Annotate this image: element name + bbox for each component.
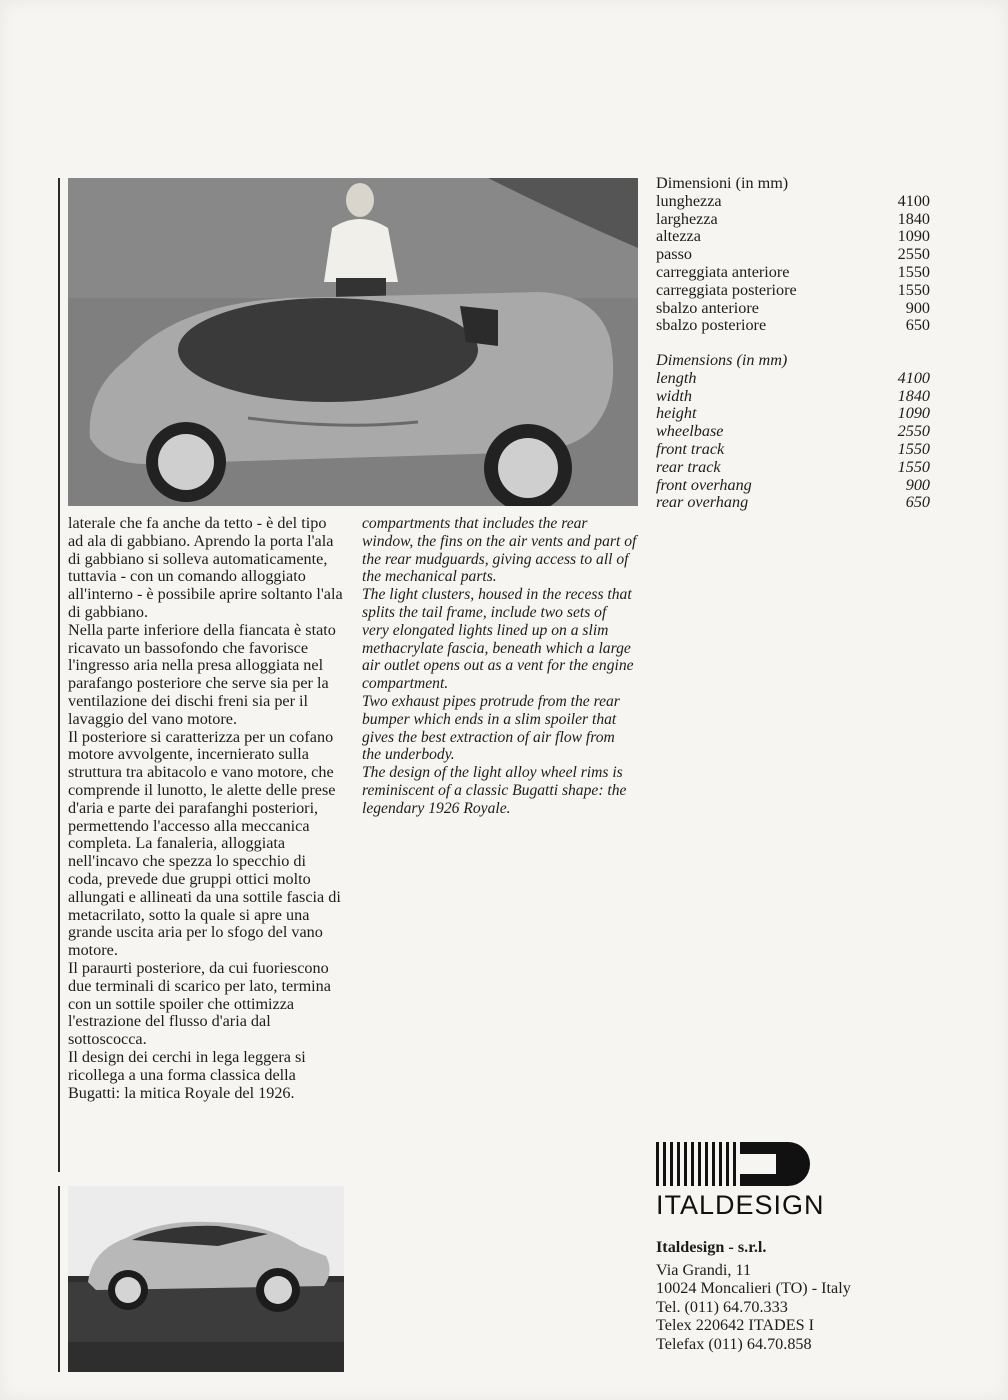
dimension-label: sbalzo posteriore (656, 316, 767, 335)
dimension-value: 1550 (897, 457, 930, 476)
italian-paragraph: laterale che fa anche da tetto - è del tipo ad ala di gabbiano. Aprendo la porta l'ala di gabbiano si solleva automaticamente, tuttavia - con un comando alloggiato all'interno - è possibile aprire soltanto l'ala di gabbiano. (68, 514, 343, 621)
address-line: Telex 220642 ITADES I (656, 1316, 815, 1335)
dimension-row (656, 459, 930, 477)
italian-text-column (68, 515, 343, 1102)
dimension-value: 1550 (897, 280, 930, 299)
dimension-row (656, 494, 930, 512)
logo-wordmark: ITALDESIGN (656, 1190, 825, 1220)
dimension-row (656, 423, 930, 441)
dimension-row (656, 405, 930, 423)
dimension-row (656, 441, 930, 459)
address-line: Via Grandi, 11 (656, 1260, 752, 1279)
english-paragraph: The light clusters, housed in the recess that splits the tail frame, include two sets of very elongated lights lined up on a slim methacrylate fascia, beneath which a large air outlet opens out as a vent for the engine compartment. (362, 586, 634, 693)
italian-paragraph: Il paraurti posteriore, da cui fuoriescono due terminali di scarico per lato, termina con un sottile spoiler che ottimizza l'estrazione del flusso d'aria dal sottoscocca. (68, 958, 331, 1049)
dimension-label: lunghezza (656, 191, 722, 210)
dimension-row (656, 282, 930, 300)
dimension-label: front overhang (656, 475, 752, 494)
logo-mark (656, 1140, 852, 1186)
english-paragraph: The design of the light alloy wheel rims is reminiscent of a classic Bugatti shape: the legendary 1926 Royale. (362, 764, 627, 817)
dimension-value: 2550 (897, 422, 930, 441)
italian-paragraph: Il posteriore si caratterizza per un cofano motore avvolgente, incernierato sulla struttura tra abitacolo e vano motore, che comprende il lunotto, le alette delle prese d'aria e parte dei parafanghi posteriori, permettendo l'accesso alla meccanica completa. La fanaleria, alloggiata nell'incavo che spezza lo specchio di coda, prevede due gruppi ottici molto allungati e allineati da una sottile fascia di metacrilato, sotto la quale si apre una grande uscita aria per lo sfogo del vano motore. (68, 727, 341, 960)
dimension-value: 4100 (897, 191, 930, 210)
dimension-row (656, 317, 930, 335)
company-name: Italdesign - s.r.l. (656, 1238, 767, 1256)
dimension-row (656, 477, 930, 495)
dimension-label: length (656, 368, 697, 387)
dimension-value: 1840 (897, 209, 930, 228)
dimensions-title: Dimensions (in mm) (656, 351, 788, 369)
italdesign-logo (656, 1140, 852, 1221)
italian-paragraph: Nella parte inferiore della fiancata è stato ricavato un bassofondo che favorisce l'ingresso aria nella presa alloggiata nel parafango posteriore che serve sia per la ventilazione dei dischi freni sia per il lavaggio del vano motore. (68, 620, 336, 728)
dimension-label: carreggiata anteriore (656, 262, 790, 281)
dimension-value: 1550 (897, 439, 930, 458)
margin-rule-bottom (58, 1186, 60, 1372)
dimension-value: 1840 (897, 386, 930, 405)
dimension-label: width (656, 386, 692, 405)
dimension-label: rear overhang (656, 493, 749, 512)
dimension-row (656, 193, 930, 211)
english-paragraph: compartments that includes the rear window, the fins on the air vents and part of the rear mudguards, giving access to all of the mechanical parts. (362, 515, 637, 586)
dimension-row (656, 370, 930, 388)
dimension-label: larghezza (656, 209, 718, 228)
dimension-row (656, 300, 930, 318)
dimension-value: 2550 (897, 245, 930, 264)
dimension-value: 1090 (897, 404, 930, 423)
dimensions-table-italian (656, 175, 930, 335)
margin-rule (58, 178, 60, 1172)
dimension-label: sbalzo anteriore (656, 298, 759, 317)
dimension-label: carreggiata posteriore (656, 280, 797, 299)
dimension-value: 1090 (897, 227, 930, 246)
dimension-row (656, 211, 930, 229)
dimension-label: altezza (656, 227, 701, 246)
english-paragraph: Two exhaust pipes protrude from the rear bumper which ends in a slim spoiler that gives the best extraction of air flow from the underbody. (362, 692, 620, 764)
dimension-value: 4100 (897, 368, 930, 387)
english-text-column (362, 515, 637, 818)
address-line: Tel. (011) 64.70.333 (656, 1297, 788, 1316)
dimension-label: passo (656, 245, 692, 264)
dimension-row (656, 388, 930, 406)
dimension-row (656, 264, 930, 282)
car-photo-top (68, 178, 638, 506)
dimension-value: 900 (905, 298, 930, 317)
dimension-label: wheelbase (656, 422, 724, 441)
dimension-label: rear track (656, 457, 721, 476)
italian-paragraph: Il design dei cerchi in lega leggera si ricollega a una forma classica della Bugatti: la mitica Royale del 1926. (68, 1047, 306, 1102)
dimensions-table-english (656, 352, 930, 512)
dimension-row (656, 246, 930, 264)
company-address (656, 1238, 916, 1354)
dimension-value: 1550 (897, 262, 930, 281)
dimensions-title: Dimensioni (in mm) (656, 174, 789, 192)
dimension-value: 900 (905, 475, 930, 494)
address-line: Telefax (011) 64.70.858 (656, 1334, 812, 1353)
dimension-row (656, 228, 930, 246)
logo-bars (656, 1142, 736, 1186)
dimension-label: front track (656, 439, 725, 458)
logo-d-shape (740, 1142, 810, 1186)
car-photo-bottom (68, 1186, 344, 1372)
dimension-value: 650 (905, 493, 930, 512)
address-line: 10024 Moncalieri (TO) - Italy (656, 1279, 851, 1298)
dimension-value: 650 (905, 316, 930, 335)
dimension-label: height (656, 404, 697, 423)
